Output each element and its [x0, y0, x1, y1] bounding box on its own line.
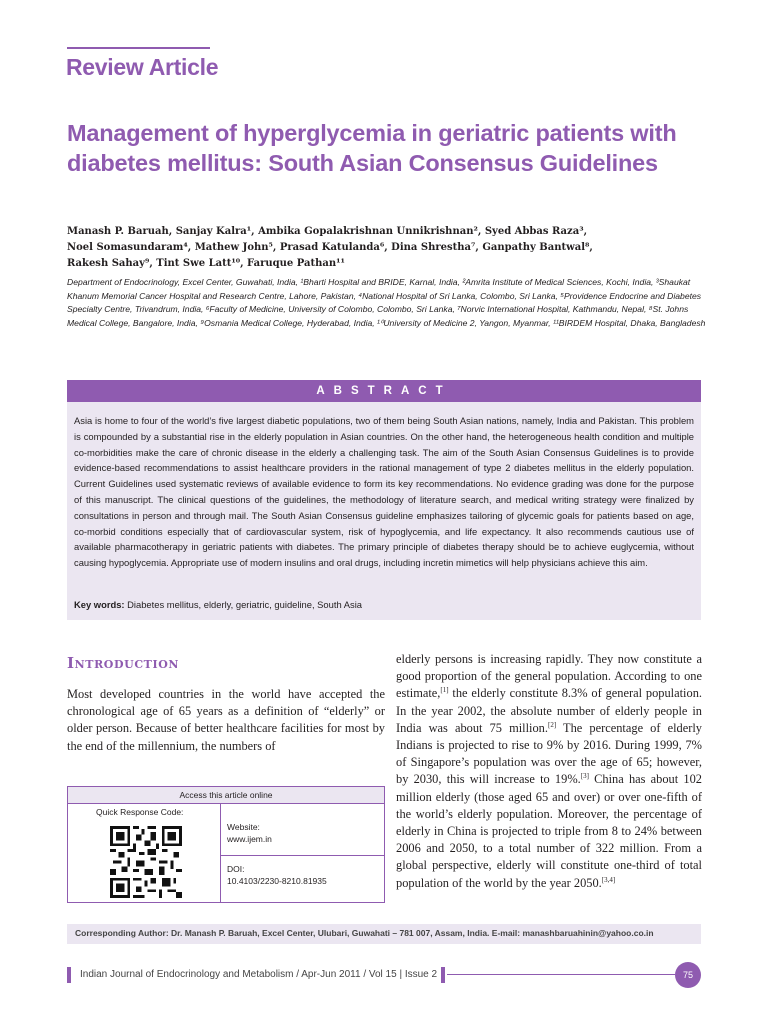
citation[interactable]: [3] — [580, 772, 589, 781]
citation[interactable]: [3,4] — [601, 875, 616, 884]
introduction-heading — [67, 654, 179, 672]
introduction-left-column: Most developed countries in the world have accepted the chronological age of 65 years as a definition of “elderly” or older person. Because of better healthcare facilities for most by the end of the millennium, the numbers of — [67, 687, 385, 753]
doi-label: DOI: — [227, 864, 245, 874]
introduction-right-column: elderly persons is increasing rapidly. They now constitute a good proportion of the general population. According to one estimate,[1] the elderly constitute 8.3% of general population. In the year 2002, the absolute number of elderly people in India was about 75 million.[2] The percentage of elderly Indians is projected to rise to 9% by 2016. During 1999, 7% of Singapore’s population was over the age of 65; however, by 2030, this will increase to 19%.[3] China has about 102 million elderly (those aged 65 and over) or over one-fifth of the world’s elderly population. Moreover, the percentage of elderly in China is projected to triple from 8 to 24% between 2006 and 2050, to a total number of 322 million. From a global perspective, elderly will constitute one-third of total population of the world by the year 2050.[3,4] — [396, 652, 703, 890]
citation[interactable]: [2] — [547, 720, 557, 729]
article-title: Management of hyperglycemia in geriatric patients with diabetes mellitus: South Asian Consensus Guidelines — [67, 120, 677, 176]
keywords-list: Diabetes mellitus, elderly, geriatric, guideline, South Asia — [127, 599, 362, 610]
author-line: Rakesh Sahay⁹, Tint Swe Latt¹⁰, Faruque Pathan¹¹ — [67, 258, 345, 270]
abstract-heading: ABSTRACT — [67, 380, 701, 402]
footer-marker — [441, 967, 445, 983]
qr-code-icon[interactable] — [109, 826, 183, 898]
access-box-divider — [221, 855, 384, 856]
journal-footer: Indian Journal of Endocrinology and Metabolism / Apr-Jun 2011 / Vol 15 | Issue 2 — [80, 969, 438, 980]
footer-marker — [67, 967, 71, 983]
header-rule — [67, 47, 210, 49]
citation[interactable]: [1] — [440, 686, 449, 695]
keywords-label: Key words: — [74, 599, 125, 610]
author-list — [67, 224, 707, 273]
author-line: Noel Somasundaram⁴, Mathew John⁵, Prasad Katulanda⁶, Dina Shrestha⁷, Ganpathy Bantwal⁸, — [67, 242, 593, 254]
doi-link[interactable]: 10.4103/2230-8210.81935 — [227, 876, 327, 886]
access-box-divider — [220, 803, 221, 902]
website-label: Website: — [227, 822, 260, 832]
footer-rule — [447, 974, 675, 975]
qr-label: Quick Response Code: — [96, 807, 184, 817]
keywords — [74, 598, 694, 612]
affiliations: Department of Endocrinology, Excel Center, Guwahati, India, ¹Bharti Hospital and BRIDE, Karnal, India, ²Amrita Institute of Medical Sciences, Kochi, India, ³Shaukat Khanum Memorial Cancer Hospital and Research Centre, Lahore, Pakistan, ⁴National Hospital of Sri Lanka, Colombo, Sri Lanka, ⁵Providence Endocrine and Diabetes Specialty Centre, Trivandrum, India, ⁶Faculty of Medicine, University of Colombo, Colombo, Sri Lanka, ⁷Norvic International Hospital, Kathmandu, Nepal, ⁸St. Johns Medical College, Bangalore, India, ⁹Osmania Medical College, Hyderabad, India, ¹⁰University of Medicine 2, Yangon, Myanmar, ¹¹BIRDEM Hospital, Dhaka, Bangladesh — [67, 277, 706, 328]
page-number: 75 — [675, 962, 701, 988]
intro-initial: I — [67, 654, 75, 672]
intro-rest: NTRODUCTION — [74, 658, 180, 671]
author-line: Manash P. Baruah, Sanjay Kalra¹, Ambika Gopalakrishnan Unnikrishnan², Syed Abbas Raza³, — [67, 226, 588, 237]
abstract-text: Asia is home to four of the world’s five largest diabetic populations, two of them being South Asian nations, namely, India and Pakistan. This problem is compounded by a substantial rise in the elderly population in Asian countries. On the other hand, the heterogeneous health condition and multiple co-morbidities make the care of chronic disease in the elderly a challenging task. The aim of the South Asian Consensus Guidelines is to provide evidence-based recommendations to assist healthcare providers in the rational management of type 2 diabetes mellitus in the elderly population. Current Guidelines used systematic reviews of available evidence to form its key recommendations. No evidence grading was done for the purpose of this manuscript. The clinical questions of the guidelines, the methodology of literature search, and medical writing strategy were finalized by consultations in person and through mail. The South Asian Consensus guideline emphasizes tailoring of glycemic goals for patients based on age, co-morbid conditions especially that of cardiovascular system, risk of hypoglycemia, and life expectancy. It also recommends cautious use of available pharmacotherapy in geriatric patients with diabetes. The primary principle of diabetes therapy should be to achieve euglycemia, without causing hypoglycemia. Appropriate use of modern insulins and oral drugs, including incretin mimetics will help physicians achieve this aim. — [74, 415, 694, 569]
article-type-label: Review Article — [66, 54, 219, 80]
website-link[interactable]: www.ijem.in — [227, 834, 272, 844]
corresponding-author: Corresponding Author: Dr. Manash P. Baruah, Excel Center, Ulubari, Guwahati – 781 007, Assam, India. E-mail: manashbaruahinin@yahoo.co.in — [75, 928, 654, 938]
access-online-heading: Access this article online — [68, 787, 384, 804]
